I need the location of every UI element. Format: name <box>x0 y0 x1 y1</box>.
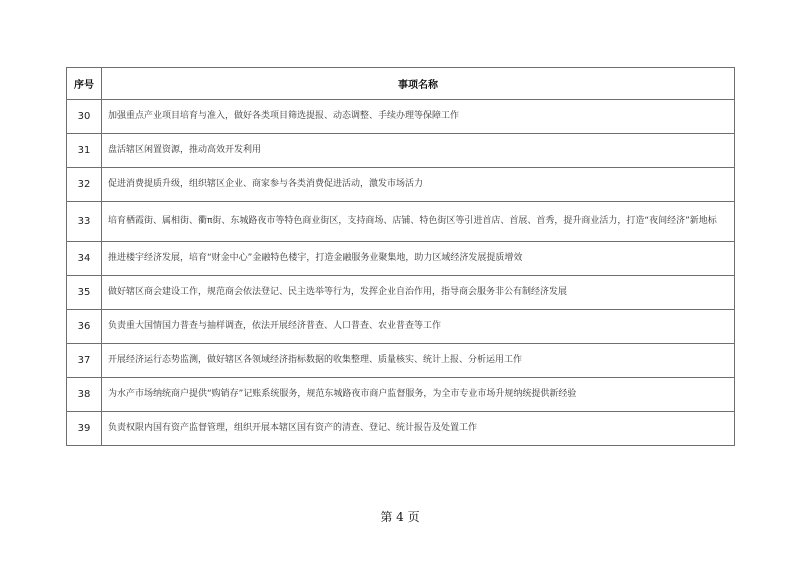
table-row <box>67 168 735 202</box>
table-row <box>67 100 735 134</box>
header-item-name: 事项名称 <box>102 68 735 100</box>
row-item-name: 促进消费提质升级，组织辖区企业、商家参与各类消费促进活动，激发市场活力 <box>102 168 735 202</box>
row-number: 33 <box>67 202 102 242</box>
row-item-name: 做好辖区商会建设工作，规范商会依法登记、民主选举等行为，发挥企业自治作用，指导商会服务非公有制经济发展 <box>102 276 735 310</box>
header-number: 序号 <box>67 68 102 100</box>
row-number: 36 <box>67 310 102 344</box>
table-row <box>67 134 735 168</box>
row-number: 34 <box>67 242 102 276</box>
table-row <box>67 242 735 276</box>
row-item-name: 负责重大国情国力普查与抽样调查，依法开展经济普查、人口普查、农业普查等工作 <box>102 310 735 344</box>
table-header-row <box>67 68 735 100</box>
row-item-name: 培育栖霞街、属相街、衢π街、东城路夜市等特色商业街区，支持商场、店铺、特色街区等引进首店、首展、首秀，提升商业活力，打造“夜间经济”新地标 <box>102 202 735 242</box>
row-number: 31 <box>67 134 102 168</box>
row-item-name: 盘活辖区闲置资源，推动高效开发利用 <box>102 134 735 168</box>
row-number: 35 <box>67 276 102 310</box>
row-item-name: 为水产市场纳统商户提供“购销存”记账系统服务，规范东城路夜市商户监督服务，为全市专业市场升规纳统提供新经验 <box>102 378 735 412</box>
row-number: 38 <box>67 378 102 412</box>
items-table <box>66 67 735 446</box>
table-row <box>67 202 735 242</box>
table-row <box>67 378 735 412</box>
document-page <box>66 67 734 446</box>
row-number: 39 <box>67 412 102 446</box>
table-row <box>67 310 735 344</box>
row-number: 30 <box>67 100 102 134</box>
table-row <box>67 276 735 310</box>
table-row <box>67 412 735 446</box>
row-item-name: 推进楼宇经济发展，培育“财金中心”金融特色楼宇，打造金融服务业聚集地，助力区域经济发展提质增效 <box>102 242 735 276</box>
row-item-name: 加强重点产业项目培育与准入，做好各类项目筛选提报、动态调整、手续办理等保障工作 <box>102 100 735 134</box>
row-item-name: 开展经济运行态势监测，做好辖区各领域经济指标数据的收集整理、质量核实、统计上报、分析运用工作 <box>102 344 735 378</box>
table-row <box>67 344 735 378</box>
row-number: 37 <box>67 344 102 378</box>
row-number: 32 <box>67 168 102 202</box>
page-number: 第 4 页 <box>380 510 420 524</box>
row-item-name: 负责权限内国有资产监督管理，组织开展本辖区国有资产的清查、登记、统计报告及处置工作 <box>102 412 735 446</box>
